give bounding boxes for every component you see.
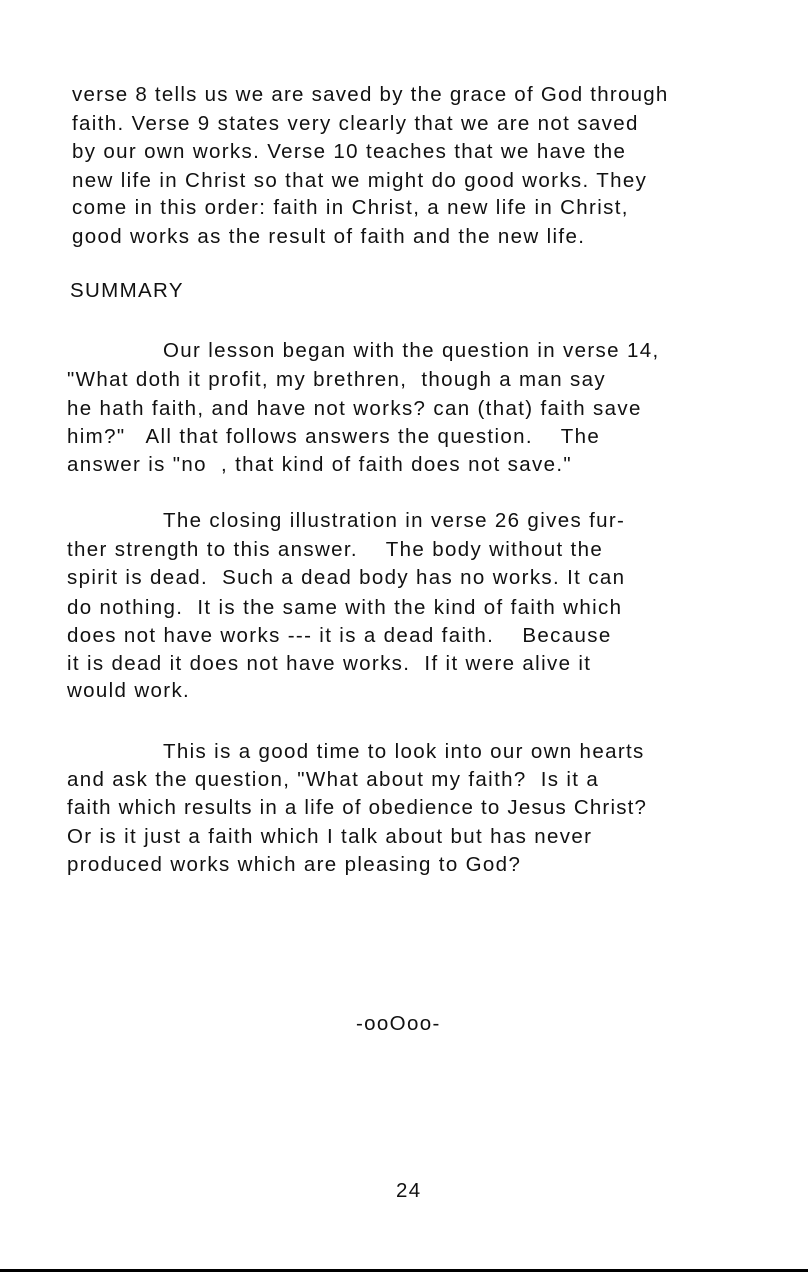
text-line: come in this order: faith in Christ, a new life in Christ, — [72, 196, 629, 219]
text-line: ther strength to this answer. The body without the — [67, 538, 604, 561]
text-line: spirit is dead. Such a dead body has no works. It can — [67, 566, 626, 589]
section-separator: -ooOoo- — [356, 1012, 441, 1035]
text-line: does not have works --- it is a dead faith. Because — [67, 624, 612, 647]
text-line: he hath faith, and have not works? can (that) faith save — [67, 397, 642, 420]
text-line: faith which results in a life of obedience to Jesus Christ? — [67, 796, 648, 819]
text-line: This is a good time to look into our own hearts — [163, 740, 645, 763]
text-line: him?" All that follows answers the question. The — [67, 425, 601, 448]
text-line: it is dead it does not have works. If it were alive it — [67, 652, 592, 675]
text-line: "What doth it profit, my brethren, though a man say — [67, 368, 606, 391]
text-line: answer is "no , that kind of faith does not save." — [67, 453, 573, 476]
text-line: new life in Christ so that we might do good works. They — [72, 169, 648, 192]
text-line: produced works which are pleasing to God? — [67, 853, 522, 876]
text-line: faith. Verse 9 states very clearly that we are not saved — [72, 112, 639, 135]
text-line: do nothing. It is the same with the kind of faith which — [67, 596, 623, 619]
page-edge-rule — [0, 1269, 808, 1272]
section-heading-summary: SUMMARY — [70, 279, 184, 302]
text-line: good works as the result of faith and the new life. — [72, 225, 586, 248]
text-line: by our own works. Verse 10 teaches that we have the — [72, 140, 627, 163]
page-number: 24 — [396, 1179, 422, 1202]
text-line: Or is it just a faith which I talk about but has never — [67, 825, 593, 848]
text-line: Our lesson began with the question in verse 14, — [163, 339, 660, 362]
text-line: would work. — [67, 679, 191, 702]
text-line: The closing illustration in verse 26 gives fur- — [163, 509, 626, 532]
text-line: and ask the question, "What about my faith? Is it a — [67, 768, 600, 791]
text-line: verse 8 tells us we are saved by the grace of God through — [72, 83, 669, 106]
